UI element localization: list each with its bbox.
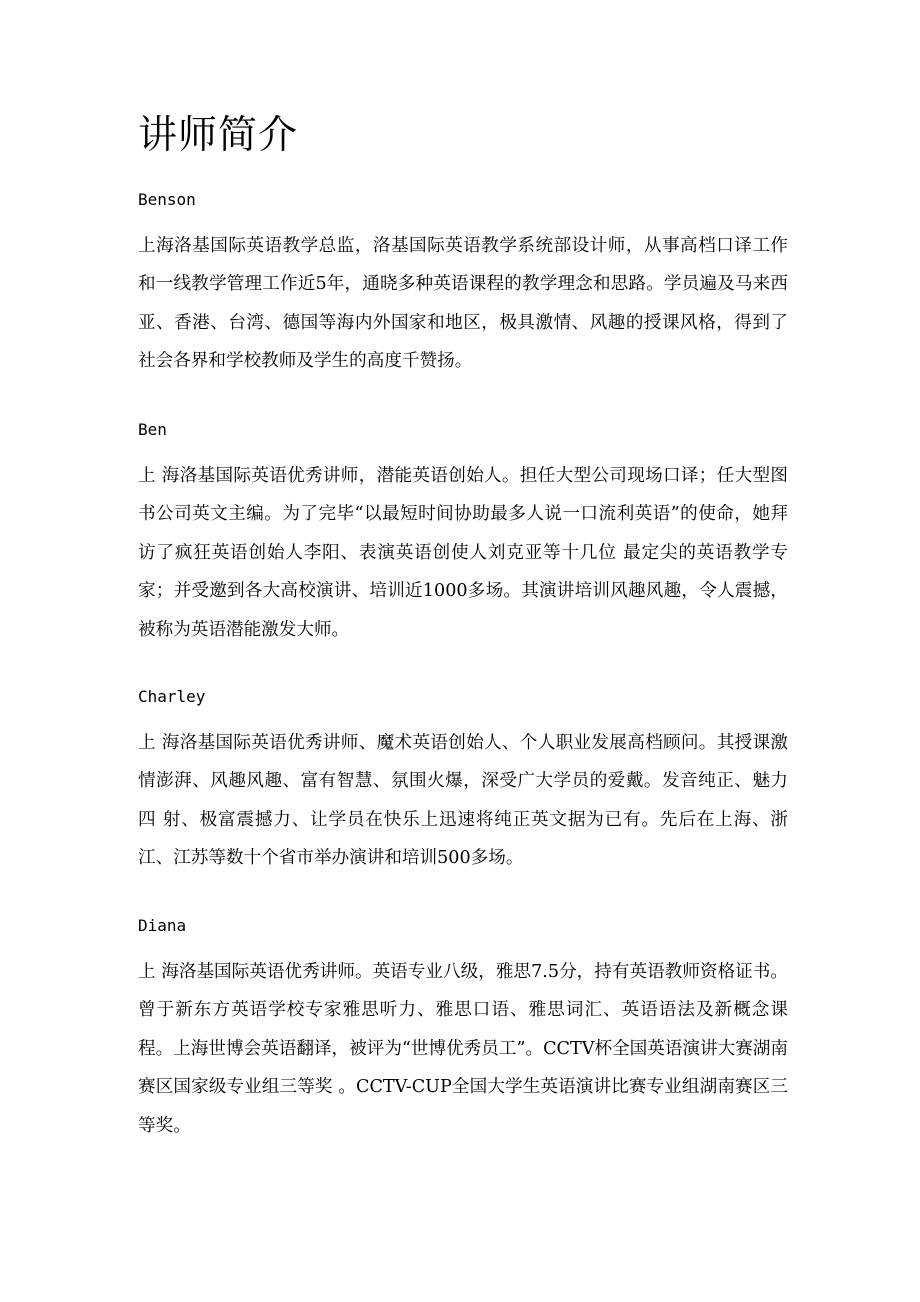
instructor-bio: 上 海洛基国际英语优秀讲师，潜能英语创始人。担任大型公司现场口译；任大型图书公司英文主编。为了完毕“以最短时间协助最多人说一口流利英语”的使命，她拜访了疯狂英语创始人李阳、表演英语创使人刘克亚等十几位 最定尖的英语教学专家；并受邀到各大高校演讲、培训近1000多场。其演讲培训风趣风趣，令人震撼，被称为英语潜能激发大师。 — [138, 466, 788, 640]
instructor-bio: 上海洛基国际英语教学总监，洛基国际英语教学系统部设计师，从事高档口译工作和一线教学管理工作近5年，通晓多种英语课程的教学理念和思路。学员遍及马来西亚、香港、台湾、德国等海内外国家和地区，极具激情、风趣的授课风格，得到了社会各界和学校教师及学生的高度千赞扬。 — [138, 236, 788, 372]
instructor-section-charley — [138, 687, 788, 878]
page-title: 讲师简介 — [138, 113, 299, 158]
instructor-section-ben — [138, 420, 788, 649]
instructor-section-diana — [138, 916, 788, 1145]
instructor-bio: 上 海洛基国际英语优秀讲师。英语专业八级，雅思7.5分，持有英语教师资格证书。曾于新东方英语学校专家雅思听力、雅思口语、雅思词汇、英语语法及新概念课 程。上海世博会英语翻译，被评为“世博优秀员工”。CCTV杯全国英语演讲大赛湖南赛区国家级专业组三等奖 。CCTV-CUP全国大学生英语演讲比赛专业组湖南赛区三等奖。 — [138, 962, 788, 1136]
instructor-name: Ben — [138, 420, 167, 439]
instructor-bio: 上 海洛基国际英语优秀讲师、魔术英语创始人、个人职业发展高档顾问。其授课激情澎湃、风趣风趣、富有智慧、氛围火爆，深受广大学员的爱戴。发音纯正、魅力四 射、极富震撼力、让学员在快乐上迅速将纯正英文据为已有。先后在上海、浙江、江苏等数十个省市举办演讲和培训500多场。 — [138, 733, 788, 869]
instructor-name: Charley — [138, 687, 206, 706]
instructor-name: Benson — [138, 190, 196, 209]
instructor-section-benson — [138, 190, 788, 381]
instructor-name: Diana — [138, 916, 187, 935]
